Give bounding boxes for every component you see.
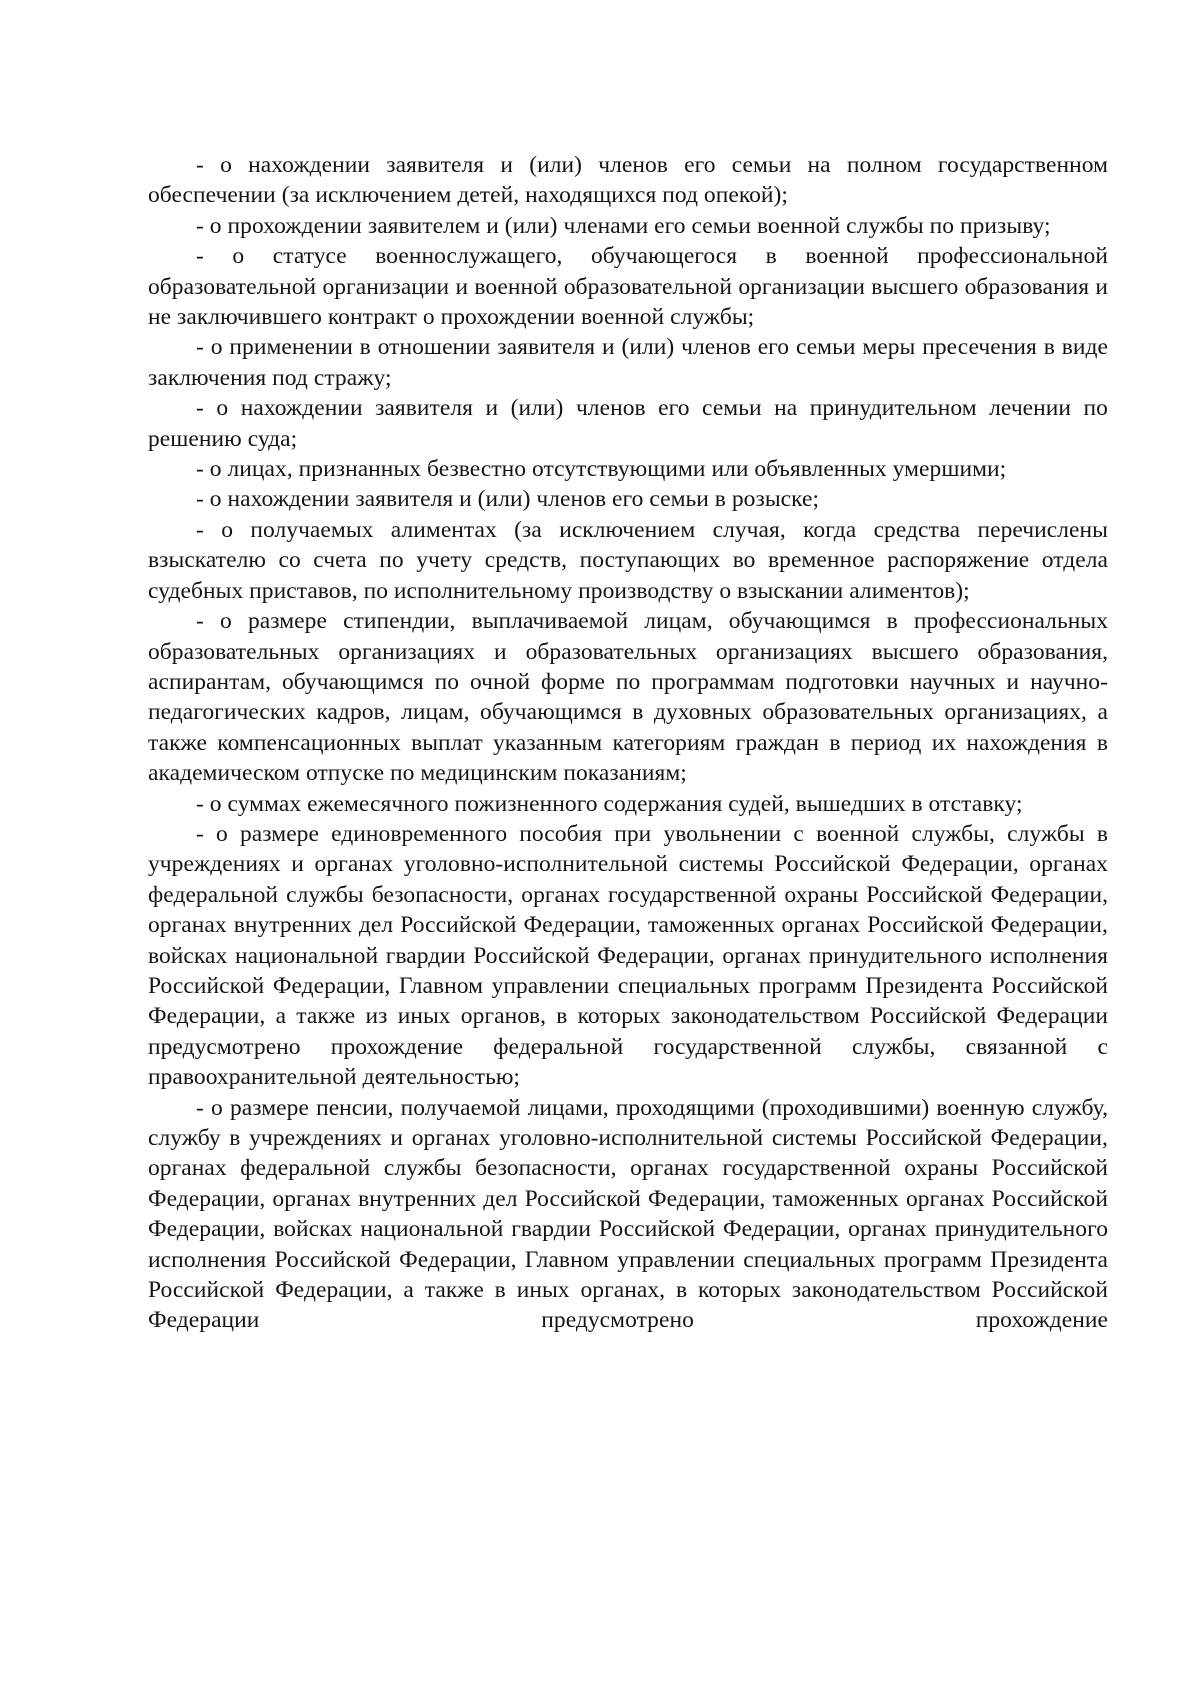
paragraph: - о статусе военнослужащего, обучающегося в военной профессиональной образовательной организации и военной образовательной организации высшего образования и не заключившего контракт о прохождении военной службы;: [148, 243, 1108, 331]
paragraph: - о нахождении заявителя и (или) членов его семьи на принудительном лечении по решению суда;: [148, 395, 1108, 452]
paragraph: - о размере стипендии, выплачиваемой лицам, обучающимся в профессиональных образовательных организациях и образовательных организациях высшего образования, аспирантам, обучающимся по очной форме по программам подготовки научных и научно-педагогических кадров, лицам, обучающимся в духовных образовательных организациях, а также компенсационных выплат указанным категориям граждан в период их нахождения в академическом отпуске по медицинским показаниям;: [148, 608, 1108, 787]
paragraph: - о размере пенсии, получаемой лицами, проходящими (проходившими) военную службу, службу в учреждениях и органах уголовно-исполнительной системы Российской Федерации, органах федеральной службы безопасности, органах государственной охраны Российской Федерации, органах внутренних дел Российской Федерации, таможенных органах Российской Федерации, войсках национальной гвардии Российской Федерации, органах принудительного исполнения Российской Федерации, Главном управлении специальных программ Президента Российской Федерации, а также в иных органах, в которых законодательством Российской Федерации предусмотрено прохождение: [148, 1094, 1108, 1334]
paragraph: - о размере единовременного пособия при увольнении с военной службы, службы в учреждениях и органах уголовно-исполнительной системы Российской Федерации, органах федеральной службы безопасности, органах государственной охраны Российской Федерации, органах внутренних дел Российской Федерации, таможенных органах Российской Федерации, войсках национальной гвардии Российской Федерации, органах принудительного исполнения Российской Федерации, Главном управлении специальных программ Президента Российской Федерации, а также из иных органов, в которых законодательством Российской Федерации предусмотрено прохождение федеральной государственной службы, связанной с правоохранительной деятельностью;: [148, 820, 1108, 1091]
paragraph: - о лицах, признанных безвестно отсутствующими или объявленных умершими;: [196, 456, 1007, 483]
document-body: [148, 150, 1108, 1336]
paragraph: - о нахождении заявителя и (или) членов его семьи на полном государственном обеспечении (за исключением детей, находящихся под опекой);: [148, 152, 1108, 209]
paragraph: - о получаемых алиментах (за исключением случая, когда средства перечислены взыскателю со счета по учету средств, поступающих во временное распоряжение отдела судебных приставов, по исполнительному производству о взыскании алиментов);: [148, 516, 1108, 604]
paragraph: - о применении в отношении заявителя и (или) членов его семьи меры пресечения в виде заключения под стражу;: [148, 334, 1108, 391]
paragraph: - о прохождении заявителем и (или) членами его семьи военной службы по призыву;: [196, 212, 1051, 239]
paragraph: - о суммах ежемесячного пожизненного содержания судей, вышедших в отставку;: [196, 790, 1023, 817]
paragraph: - о нахождении заявителя и (или) членов его семьи в розыске;: [196, 486, 820, 513]
